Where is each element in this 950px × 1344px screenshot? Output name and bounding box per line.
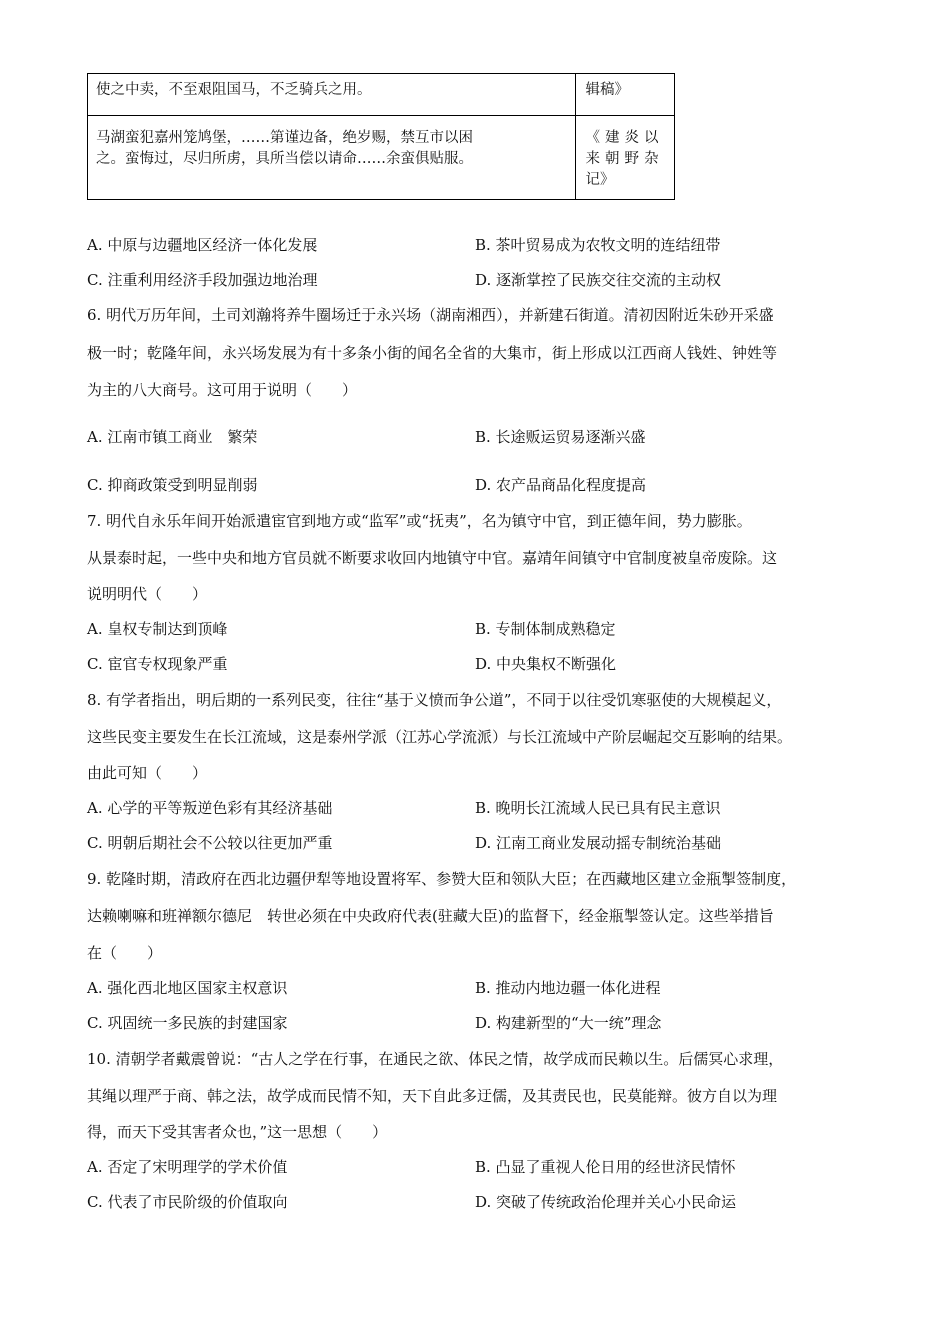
table-row <box>88 116 675 200</box>
question-6-stem: 为主的八大商号。这可用于说明（ ） <box>87 381 358 399</box>
option-d[interactable]: D. 中央集权不断强化 <box>475 655 617 673</box>
option-d[interactable]: D. 农产品商品化程度提高 <box>475 476 647 494</box>
option-b[interactable]: B. 晚明长江流域人民已具有民主意识 <box>475 799 721 817</box>
table-cell-source: 辑稿》 <box>576 74 675 116</box>
question-7-stem: 7. 明代自永乐年间开始派遣宦官到地方或“监军”或“抚夷”，名为镇守中官，到正德年间，势力膨胀。 <box>87 512 752 530</box>
option-b[interactable]: B. 推动内地边疆一体化进程 <box>475 979 661 997</box>
table-cell-source <box>576 116 675 200</box>
option-c[interactable]: C. 巩固统一多民族的封建国家 <box>87 1014 288 1032</box>
question-7-stem: 说明明代（ ） <box>87 585 208 603</box>
question-8-stem: 8. 有学者指出，明后期的一系列民变，往往“基于义愤而争公道”，不同于以往受饥寒驱使的大规模起义， <box>87 691 782 709</box>
option-a[interactable]: A. 中原与边疆地区经济一体化发展 <box>87 236 318 254</box>
question-8-stem: 这些民变主要发生在长江流域，这是泰州学派（江苏心学流派）与长江流域中产阶层崛起交互影响的结果。 <box>87 728 793 746</box>
option-d[interactable]: D. 逐渐掌控了民族交往交流的主动权 <box>475 271 722 289</box>
question-6-stem: 6. 明代万历年间，土司刘瀚将养牛圈场迁于永兴场（湖南湘西），并新建石街道。清初因附近朱砂开采盛 <box>87 306 774 324</box>
option-a[interactable]: A. 强化西北地区国家主权意识 <box>87 979 288 997</box>
question-10-stem: 10. 清朝学者戴震曾说：“古人之学在行事，在通民之欲、体民之情，故学成而民赖以生。后儒冥心求理， <box>87 1050 784 1068</box>
option-d[interactable]: D. 江南工商业发展动摇专制统治基础 <box>475 834 722 852</box>
option-a[interactable]: A. 江南市镇工商业 繁荣 <box>87 428 258 446</box>
source-table <box>87 73 675 200</box>
option-c[interactable]: C. 代表了市民阶级的价值取向 <box>87 1193 288 1211</box>
option-b[interactable]: B. 凸显了重视人伦日用的经世济民情怀 <box>475 1158 736 1176</box>
option-d[interactable]: D. 构建新型的“大一统”理念 <box>475 1014 662 1032</box>
cell-line: 《建炎以 <box>585 130 664 146</box>
table-cell-text: 使之中卖，不至艰阻国马，不乏骑兵之用。 <box>88 74 576 116</box>
option-a[interactable]: A. 心学的平等叛逆色彩有其经济基础 <box>87 799 333 817</box>
option-c[interactable]: C. 注重利用经济手段加强边地治理 <box>87 271 318 289</box>
question-10-stem: 得，而天下受其害者众也，”这一思想（ ） <box>87 1123 388 1141</box>
cell-line: 来朝野杂 <box>585 151 664 167</box>
option-b[interactable]: B. 茶叶贸易成为农牧文明的连结纽带 <box>475 236 721 254</box>
question-8-stem: 由此可知（ ） <box>87 764 208 782</box>
option-d[interactable]: D. 突破了传统政治伦理并关心小民命运 <box>475 1193 737 1211</box>
question-10-stem: 其绳以理严于商、韩之法，故学成而民情不知，天下自此多迂儒，及其责民也，民莫能辩。彼方自以为理 <box>87 1087 778 1105</box>
cell-line: 之。蛮悔过，尽归所虏，具所当偿以请命……余蛮俱贴服。 <box>96 151 473 167</box>
cell-line: 马湖蛮犯嘉州笼鸠堡，……第谨边备，绝岁赐，禁互市以困 <box>96 130 473 146</box>
question-9-stem: 在（ ） <box>87 944 163 962</box>
question-9-stem: 达赖喇嘛和班禅额尔德尼 转世必须在中央政府代表(驻藏大臣)的监督下，经金瓶掣签认定。这些举措旨 <box>87 907 774 925</box>
question-6-stem: 极一时；乾隆年间，永兴场发展为有十多条小街的闻名全省的大集市，街上形成以江西商人钱姓、钟姓等 <box>87 344 778 362</box>
option-b[interactable]: B. 长途贩运贸易逐渐兴盛 <box>475 428 646 446</box>
question-9-stem: 9. 乾隆时期，清政府在西北边疆伊犁等地设置将军、参赞大臣和领队大臣；在西藏地区建立金瓶掣签制度， <box>87 870 797 888</box>
option-b[interactable]: B. 专制体制成熟稳定 <box>475 620 616 638</box>
option-a[interactable]: A. 皇权专制达到顶峰 <box>87 620 228 638</box>
option-a[interactable]: A. 否定了宋明理学的学术价值 <box>87 1158 288 1176</box>
table-row <box>88 74 675 116</box>
cell-line: 记》 <box>585 172 615 188</box>
table-cell-text <box>88 116 576 200</box>
question-7-stem: 从景泰时起，一些中央和地方官员就不断要求收回内地镇守中官。嘉靖年间镇守中官制度被皇帝废除。这 <box>87 549 778 567</box>
option-c[interactable]: C. 明朝后期社会不公较以往更加严重 <box>87 834 333 852</box>
option-c[interactable]: C. 抑商政策受到明显削弱 <box>87 476 258 494</box>
option-c[interactable]: C. 宦官专权现象严重 <box>87 655 228 673</box>
